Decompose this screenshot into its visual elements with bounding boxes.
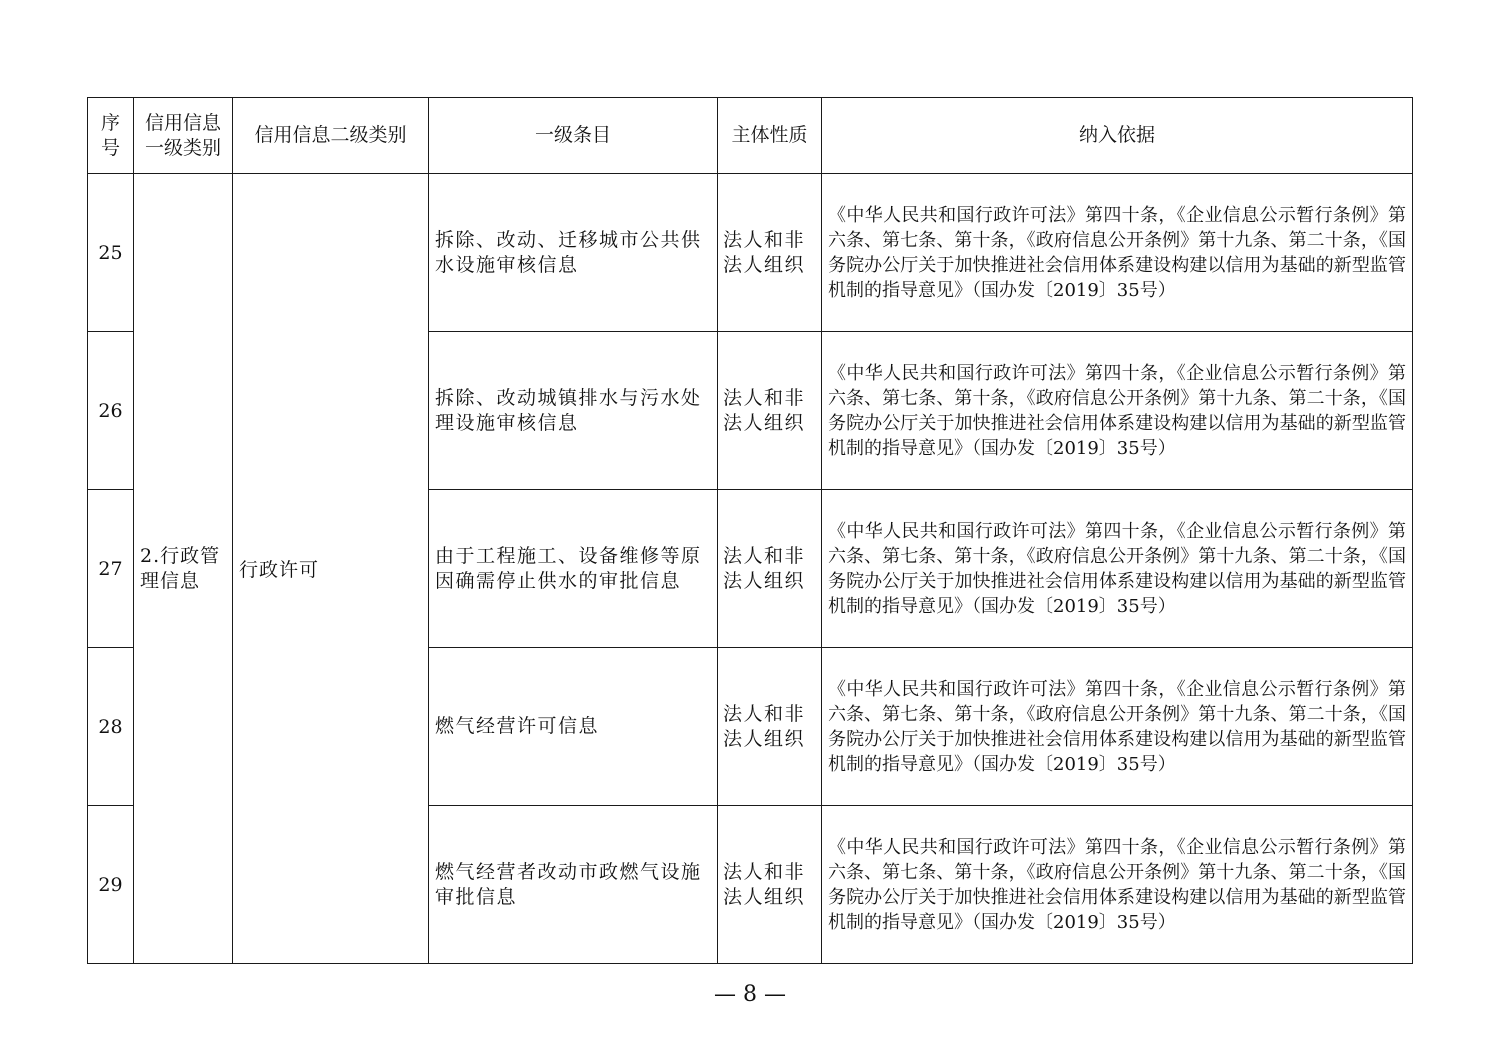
row-basis: 《中华人民共和国行政许可法》第四十条，《企业信息公示暂行条例》第六条、第七条、第十条，《政府信息公开条例》第十九条、第二十条，《国务院办公厅关于加快推进社会信用体系建设构建以信用为基础的新型监管机制的指导意见》（国办发〔2019〕35号） <box>822 490 1413 648</box>
credit-info-table <box>87 97 1413 964</box>
row-item: 拆除、改动城镇排水与污水处理设施审核信息 <box>429 332 718 490</box>
row-subject: 法人和非法人组织 <box>718 648 822 806</box>
row-item: 由于工程施工、设备维修等原因确需停止供水的审批信息 <box>429 490 718 648</box>
table-row <box>88 174 1413 332</box>
row-seq: 28 <box>88 648 134 806</box>
row-subject: 法人和非法人组织 <box>718 174 822 332</box>
header-cat1: 信用信息一级类别 <box>134 98 233 174</box>
row-seq: 25 <box>88 174 134 332</box>
header-subject: 主体性质 <box>718 98 822 174</box>
cat1-cell: 2.行政管理信息 <box>134 174 233 964</box>
row-subject: 法人和非法人组织 <box>718 806 822 964</box>
row-item: 燃气经营许可信息 <box>429 648 718 806</box>
row-subject: 法人和非法人组织 <box>718 332 822 490</box>
header-basis: 纳入依据 <box>822 98 1413 174</box>
row-subject: 法人和非法人组织 <box>718 490 822 648</box>
row-seq: 29 <box>88 806 134 964</box>
header-seq: 序号 <box>88 98 134 174</box>
table-header-row <box>88 98 1413 174</box>
row-basis: 《中华人民共和国行政许可法》第四十条，《企业信息公示暂行条例》第六条、第七条、第十条，《政府信息公开条例》第十九条、第二十条，《国务院办公厅关于加快推进社会信用体系建设构建以信用为基础的新型监管机制的指导意见》（国办发〔2019〕35号） <box>822 174 1413 332</box>
header-cat2: 信用信息二级类别 <box>233 98 429 174</box>
row-basis: 《中华人民共和国行政许可法》第四十条，《企业信息公示暂行条例》第六条、第七条、第十条，《政府信息公开条例》第十九条、第二十条，《国务院办公厅关于加快推进社会信用体系建设构建以信用为基础的新型监管机制的指导意见》（国办发〔2019〕35号） <box>822 332 1413 490</box>
row-seq: 27 <box>88 490 134 648</box>
header-item: 一级条目 <box>429 98 718 174</box>
row-basis: 《中华人民共和国行政许可法》第四十条，《企业信息公示暂行条例》第六条、第七条、第十条，《政府信息公开条例》第十九条、第二十条，《国务院办公厅关于加快推进社会信用体系建设构建以信用为基础的新型监管机制的指导意见》（国办发〔2019〕35号） <box>822 806 1413 964</box>
row-seq: 26 <box>88 332 134 490</box>
row-item: 燃气经营者改动市政燃气设施审批信息 <box>429 806 718 964</box>
row-basis: 《中华人民共和国行政许可法》第四十条，《企业信息公示暂行条例》第六条、第七条、第十条，《政府信息公开条例》第十九条、第二十条，《国务院办公厅关于加快推进社会信用体系建设构建以信用为基础的新型监管机制的指导意见》（国办发〔2019〕35号） <box>822 648 1413 806</box>
row-item: 拆除、改动、迁移城市公共供水设施审核信息 <box>429 174 718 332</box>
cat2-cell: 行政许可 <box>233 174 429 964</box>
page-number: — 8 — <box>714 982 786 1007</box>
